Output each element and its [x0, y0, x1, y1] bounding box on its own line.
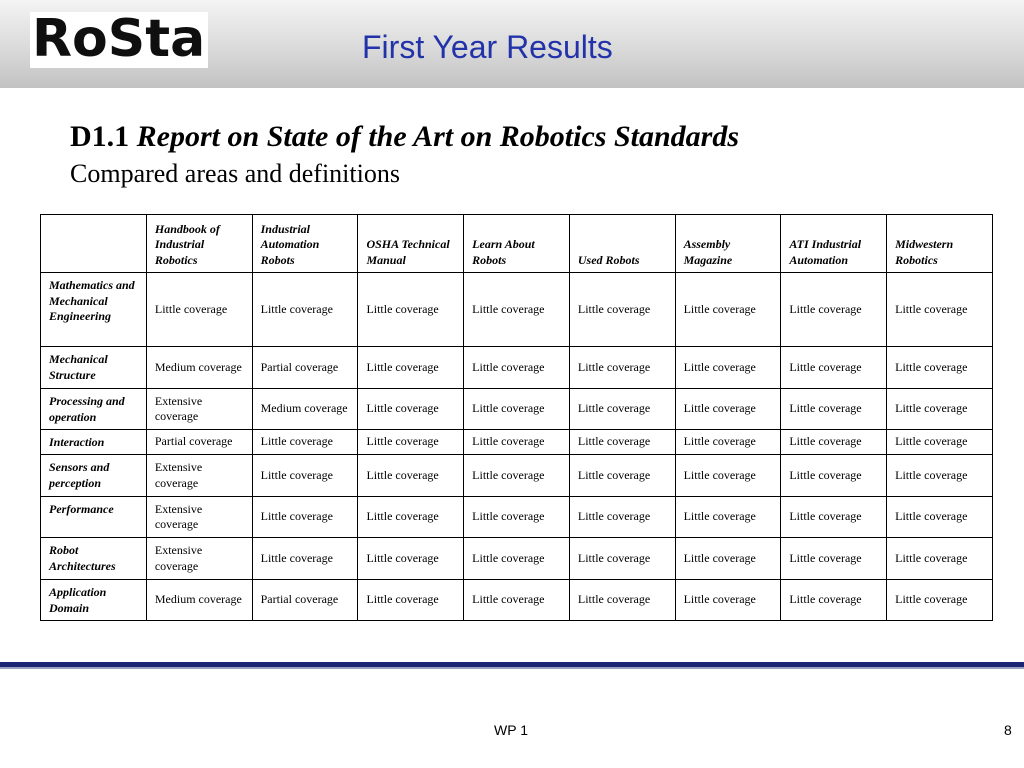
- table-cell: Little coverage: [887, 389, 993, 430]
- table-cell: Little coverage: [887, 580, 993, 621]
- row-header: Mathematics and Mechanical Engineering: [41, 273, 147, 347]
- column-header: Learn About Robots: [464, 215, 570, 273]
- table-cell: Little coverage: [569, 389, 675, 430]
- table-cell: Partial coverage: [252, 580, 358, 621]
- table-cell: Little coverage: [569, 430, 675, 455]
- table-cell: Little coverage: [675, 430, 781, 455]
- table-cell: Little coverage: [358, 455, 464, 497]
- table-cell: Little coverage: [146, 273, 252, 347]
- table-cell: Little coverage: [887, 273, 993, 347]
- slide-title: First Year Results: [362, 29, 613, 65]
- table-cell: Little coverage: [464, 347, 570, 389]
- rosta-logo: [30, 9, 208, 69]
- table-cell: Little coverage: [252, 538, 358, 580]
- table-cell: Little coverage: [464, 389, 570, 430]
- row-header: Robot Architectures: [41, 538, 147, 580]
- column-header: OSHA Technical Manual: [358, 215, 464, 273]
- table-cell: Little coverage: [252, 455, 358, 497]
- table-cell: Little coverage: [569, 580, 675, 621]
- table-cell: Little coverage: [252, 497, 358, 538]
- table-cell: Little coverage: [781, 273, 887, 347]
- table-cell: Partial coverage: [146, 430, 252, 455]
- document-heading: [70, 118, 739, 156]
- table-cell: Little coverage: [358, 347, 464, 389]
- table-cell: Little coverage: [569, 538, 675, 580]
- footer-work-package: WP 1: [494, 722, 528, 738]
- table-cell: Extensive coverage: [146, 389, 252, 430]
- row-header: Sensors and perception: [41, 455, 147, 497]
- table-cell: Little coverage: [464, 497, 570, 538]
- column-header: Industrial Automation Robots: [252, 215, 358, 273]
- table-cell: Little coverage: [464, 430, 570, 455]
- table-cell: Little coverage: [675, 455, 781, 497]
- table-cell: Little coverage: [675, 347, 781, 389]
- table-cell: Little coverage: [675, 273, 781, 347]
- table-cell: Little coverage: [252, 430, 358, 455]
- table-cell: Little coverage: [781, 455, 887, 497]
- table-row: [41, 580, 993, 621]
- table-cell: Little coverage: [358, 538, 464, 580]
- column-header: Handbook of Industrial Robotics: [146, 215, 252, 273]
- table-cell: Little coverage: [358, 497, 464, 538]
- table-cell: Little coverage: [781, 538, 887, 580]
- table-cell: Extensive coverage: [146, 455, 252, 497]
- table-row: [41, 455, 993, 497]
- table-row: [41, 273, 993, 347]
- table-cell: Little coverage: [569, 347, 675, 389]
- table-cell: Little coverage: [569, 455, 675, 497]
- document-subtitle: Compared areas and definitions: [70, 159, 400, 188]
- column-header-blank: [41, 215, 147, 273]
- row-header: Interaction: [41, 430, 147, 455]
- footer-divider-shadow: [0, 667, 1024, 669]
- table-cell: Medium coverage: [146, 347, 252, 389]
- table-cell: Little coverage: [252, 273, 358, 347]
- table-cell: Little coverage: [675, 538, 781, 580]
- table-cell: Little coverage: [464, 580, 570, 621]
- row-header: Performance: [41, 497, 147, 538]
- table-cell: Little coverage: [464, 538, 570, 580]
- slide-header: [0, 0, 1024, 88]
- table-cell: Little coverage: [358, 273, 464, 347]
- table-cell: Extensive coverage: [146, 497, 252, 538]
- column-header: Midwestern Robotics: [887, 215, 993, 273]
- table-cell: Little coverage: [358, 430, 464, 455]
- report-title: Report on State of the Art on Robotics Standards: [136, 120, 740, 153]
- table-cell: Little coverage: [887, 430, 993, 455]
- document-number: D1.1: [70, 120, 130, 153]
- table-cell: Little coverage: [358, 580, 464, 621]
- table-cell: Partial coverage: [252, 347, 358, 389]
- table-row: [41, 497, 993, 538]
- table-cell: Little coverage: [569, 497, 675, 538]
- table-cell: Medium coverage: [146, 580, 252, 621]
- row-header: Processing and operation: [41, 389, 147, 430]
- table-cell: Little coverage: [781, 389, 887, 430]
- table-cell: Little coverage: [464, 273, 570, 347]
- row-header: Application Domain: [41, 580, 147, 621]
- table-cell: Little coverage: [675, 580, 781, 621]
- row-header: Mechanical Structure: [41, 347, 147, 389]
- table-cell: Little coverage: [675, 497, 781, 538]
- table-cell: Little coverage: [887, 455, 993, 497]
- page-number: 8: [1004, 722, 1012, 738]
- table-cell: Little coverage: [781, 430, 887, 455]
- column-header: Used Robots: [569, 215, 675, 273]
- table-cell: Little coverage: [675, 389, 781, 430]
- coverage-table: [40, 214, 993, 621]
- table-cell: Little coverage: [781, 580, 887, 621]
- table-cell: Medium coverage: [252, 389, 358, 430]
- table-cell: Extensive coverage: [146, 538, 252, 580]
- table-cell: Little coverage: [781, 347, 887, 389]
- table-cell: Little coverage: [887, 497, 993, 538]
- table-cell: Little coverage: [464, 455, 570, 497]
- table-cell: Little coverage: [781, 497, 887, 538]
- table-row: [41, 538, 993, 580]
- table-cell: Little coverage: [887, 347, 993, 389]
- column-header: ATI Industrial Automation: [781, 215, 887, 273]
- logo-text: RoSta: [32, 9, 206, 69]
- table-row: [41, 430, 993, 455]
- table-row: [41, 389, 993, 430]
- table-cell: Little coverage: [569, 273, 675, 347]
- table-header-row: [41, 215, 993, 273]
- table-row: [41, 347, 993, 389]
- table-cell: Little coverage: [887, 538, 993, 580]
- table-cell: Little coverage: [358, 389, 464, 430]
- column-header: Assembly Magazine: [675, 215, 781, 273]
